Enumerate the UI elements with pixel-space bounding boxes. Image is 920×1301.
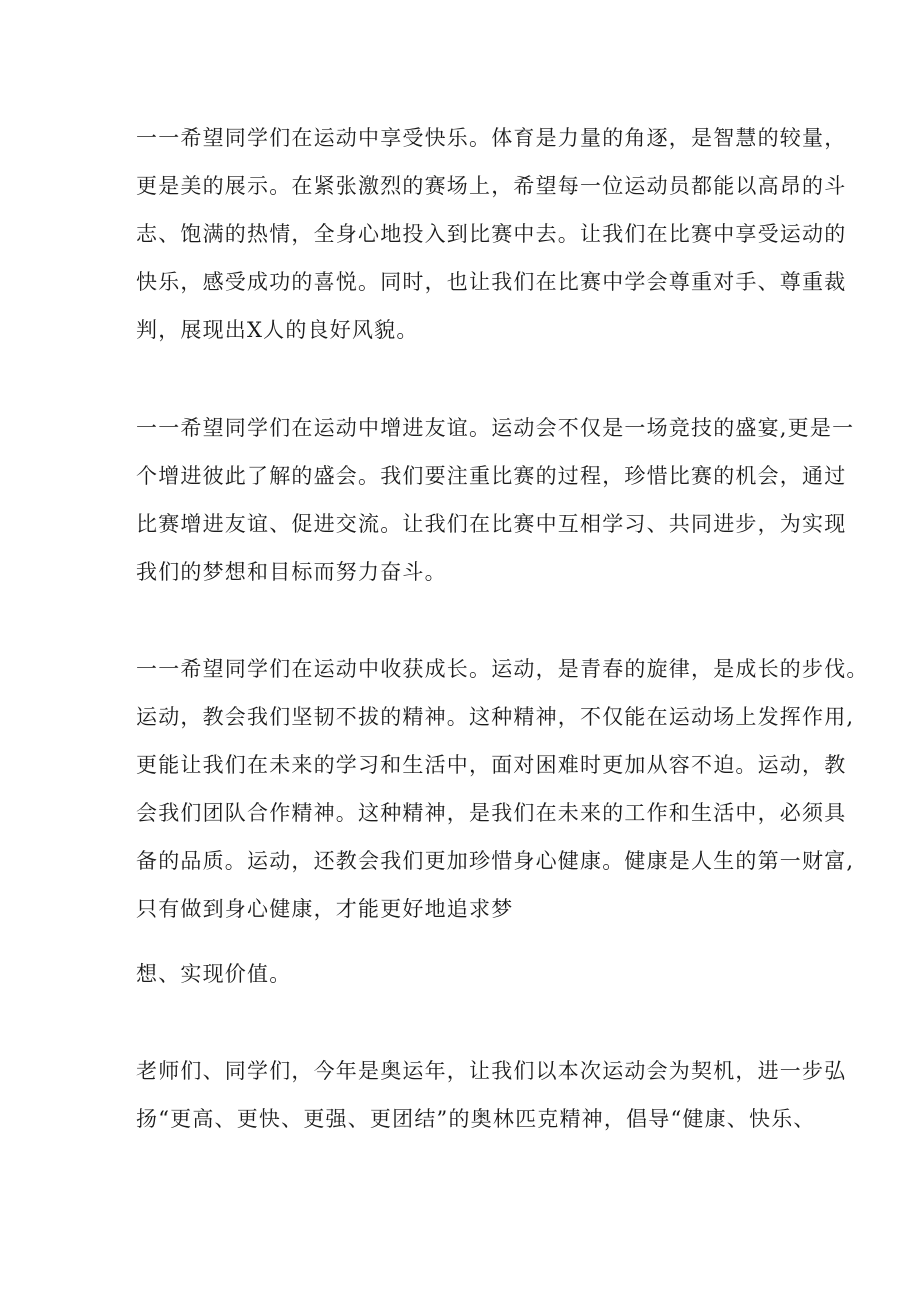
paragraph-1-line-2: 更是美的展示。在紧张激烈的赛场上，希望每一位运动员都能以高昂的斗 (136, 174, 847, 198)
paragraph-2-line-1: 一一希望同学们在运动中增进友谊。运动会不仅是一场竞技的盛宴,更是一 (136, 416, 855, 440)
paragraph-5-line-2: 扬“更高、更快、更强、更团结”的奥林匹克精神，倡导“健康、快乐、 (136, 1107, 816, 1131)
paragraph-3-line-3: 更能让我们在未来的学习和生活中，面对困难时更加从容不迫。运动，教 (136, 753, 847, 777)
paragraph-3-line-4: 会我们团队合作精神。这种精神，是我们在未来的工作和生活中，必须具 (136, 801, 847, 825)
paragraph-3-line-5: 备的品质。运动，还教会我们更加珍惜身心健康。健康是人生的第一财富, (136, 849, 855, 873)
paragraph-2-line-4: 我们的梦想和目标而努力奋斗。 (136, 560, 447, 584)
paragraph-1-line-3: 志、饱满的热情，全身心地投入到比赛中去。让我们在比赛中享受运动的 (136, 222, 847, 246)
paragraph-3-line-1: 一一希望同学们在运动中收获成长。运动，是青春的旋律，是成长的步伐。 (136, 657, 869, 681)
paragraph-5-line-1: 老师们、同学们，今年是奥运年，让我们以本次运动会为契机，进一步弘 (136, 1059, 847, 1083)
paragraph-1-line-4: 快乐，感受成功的喜悦。同时，也让我们在比赛中学会尊重对手、尊重裁 (136, 270, 847, 294)
paragraph-3-line-6: 只有做到身心健康，才能更好地追求梦 (136, 897, 514, 921)
paragraph-4-line-1: 想、实现价值。 (136, 962, 292, 986)
paragraph-2-line-2: 个增进彼此了解的盛会。我们要注重比赛的过程，珍惜比赛的机会，通过 (136, 464, 847, 488)
paragraph-1-line-5: 判，展现出X人的良好风貌。 (136, 318, 419, 342)
paragraph-3-line-2: 运动，教会我们坚韧不拔的精神。这种精神，不仅能在运动场上发挥作用, (136, 705, 855, 729)
paragraph-1-line-1: 一一希望同学们在运动中享受快乐。体育是力量的角逐，是智慧的较量， (136, 126, 847, 150)
paragraph-2-line-3: 比赛增进友谊、促进交流。让我们在比赛中互相学习、共同进步，为实现 (136, 512, 847, 536)
